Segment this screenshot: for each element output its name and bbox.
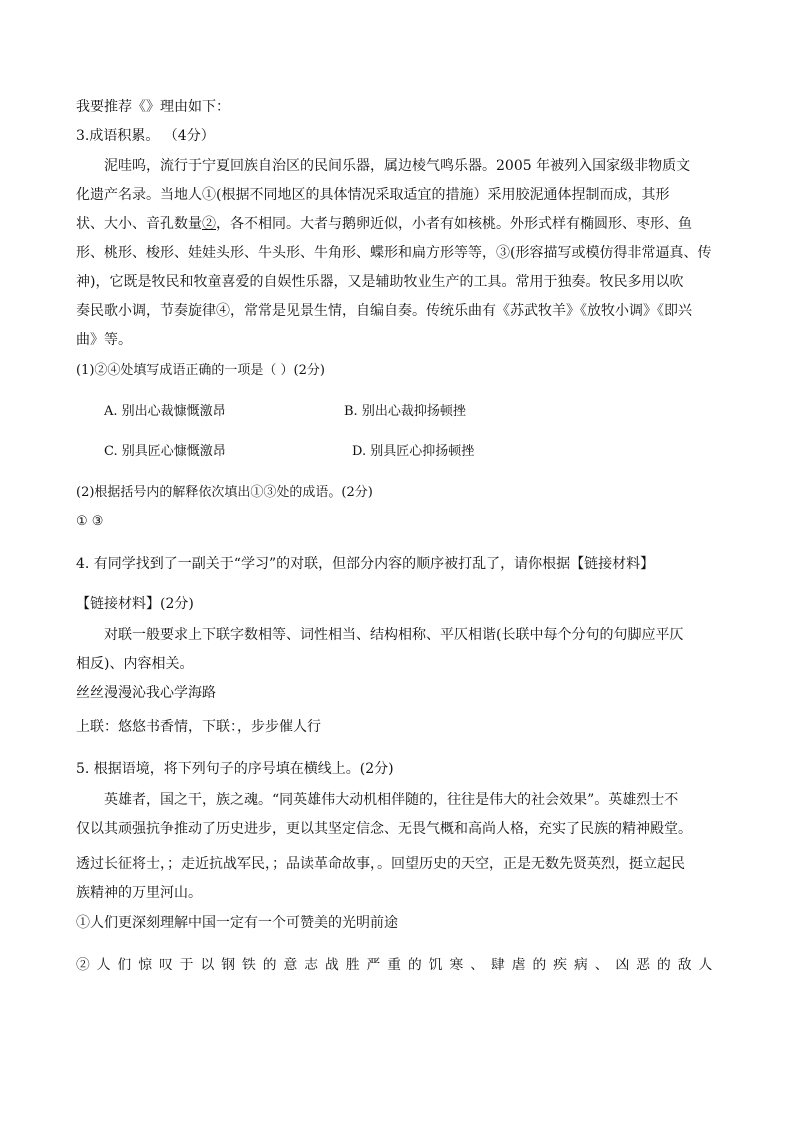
sentence-option-1: ①人们更深刻理解中国一定有一个可赞美的光明前途 [76,915,398,931]
sentence-option-2: ②人们惊叹于以钢铁的意志战胜严重的饥寒、肆虐的疾病、凶恶的敌人 [76,957,720,973]
passage-line: 奏民歌小调，节奏旋律④，常常是见景生情，自编自奏。传统乐曲有《苏武牧羊》《放牧小调》《即兴 [76,303,692,319]
passage-line: 形、桃形、梭形、娃娃头形、牛头形、牛角形、蝶形和扁方形等等，③(形容描写或模仿得非常逼真、传 [76,245,712,261]
option-c: C. 别具匠心慷慨激昂 [104,444,226,459]
option-d: D. 别具匠心抑扬顿挫 [352,444,475,459]
recommend-line: 我要推荐《》理由如下： [76,99,230,115]
q4-heading: 4. 有同学找到了一副关于“学习”的对联，但部分内容的顺序被打乱了，请你根据【链接材料】 [76,556,655,572]
passage-line: 英雄者，国之干，族之魂。“同英雄伟大动机相伴随的，往往是伟大的社会效果”。英雄烈士不 [104,792,679,808]
material-line: 相反)、内容相关。 [76,656,194,672]
q5-heading: 5. 根据语境，将下列句子的序号填在横线上。(2分) [76,761,394,777]
passage-line: 透过长征将士，；走近抗战军民，；品读革命故事，。回望历史的天空，正是无数先贤英烈，挺立起民 [76,856,685,872]
passage-text: 状、大小、音孔数量 [76,216,202,232]
couplet-words: 丝丝漫漫沁我心学海路 [76,685,216,701]
passage-line: 仅以其顽强抗争推动了历史进步，更以其坚定信念、无畏气概和高尚人格，充实了民族的精神殿堂。 [76,821,692,837]
q3-heading: 3.成语积累。 （4分） [76,128,215,144]
passage-line [76,214,692,234]
answer-blanks: ① ③ [76,514,104,529]
passage-line: 曲》等。 [76,332,132,348]
option-b: B. 别出心裁抑扬顿挫 [344,404,466,419]
passage-text: ，各不相同。大者与鹅卵近似，小者有如核桃。外形式样有椭圆形、枣形、鱼 [216,216,692,232]
blank-2: ② [202,216,216,232]
material-line: 对联一般要求上下联字数相等、词性相当、结构相称、平仄相谐(长联中每个分句的句脚应平仄 [104,627,684,643]
q3-sub2: (2)根据括号内的解释依次填出①③处的成语。(2分) [76,485,373,500]
link-material-heading: 【链接材料】(2分) [76,596,194,612]
q3-sub1: (1)②④处填写成语正确的一项是（ ）(2分) [76,363,325,378]
couplet-line: 上联：悠悠书香情，下联：，步步催人行 [76,719,321,735]
passage-line: 化遗产名录。当地人①(根据不同地区的具体情况采取适宜的措施）采用胶泥通体捏制而成，其形 [76,187,670,203]
passage-line: 泥哇呜，流行于宁夏回族自治区的民间乐器，属边棱气鸣乐器。2005 年被列入国家级非物质文 [104,158,691,174]
passage-line: 族精神的万里河山。 [76,885,202,901]
option-a: A. 别出心裁慷慨激昂 [104,404,226,419]
passage-line: 神)，它既是牧民和牧童喜爱的自娱性乐器，又是辅助牧业生产的工具。常用于独奏。牧民多用以吹 [76,274,684,290]
